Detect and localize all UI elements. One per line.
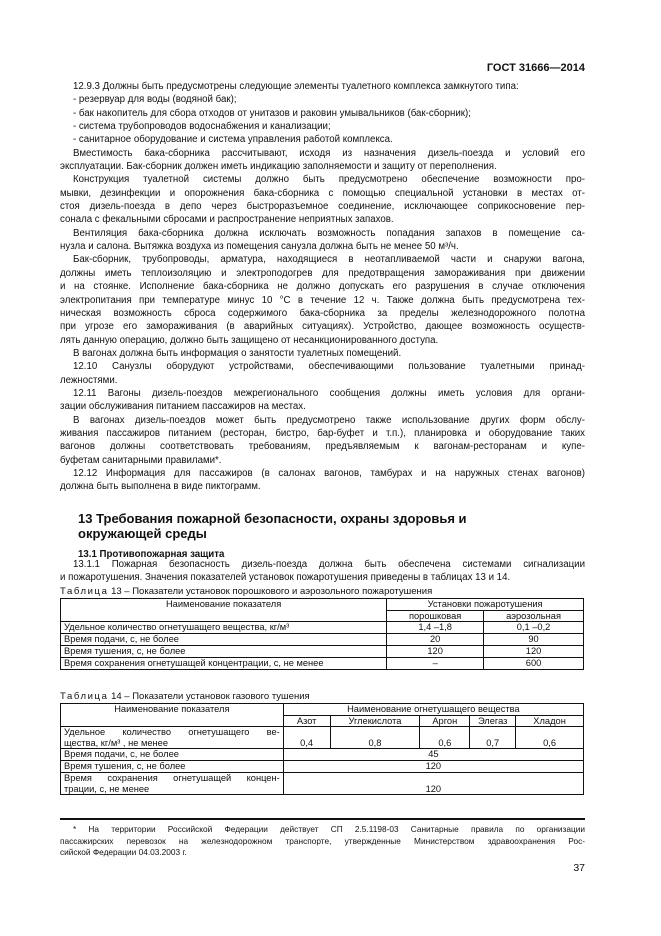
text-line: В вагонах дизель-поездов может быть предусмотрено также использование других форм обслу-	[73, 414, 585, 426]
cell: –	[387, 658, 484, 670]
caption-word: Таблица	[60, 691, 109, 702]
cell: 120	[283, 773, 583, 795]
text-line: должна быть выполнена в виде пиктограмм.	[60, 481, 261, 493]
text-line: ническая возможность сброса содержимого бака-сборника за пределы железнодорожного полотна	[60, 307, 585, 319]
text-line: Бак-сборник, трубопроводы, арматура, находящиеся в неотапливаемой части и снаружи вагона,	[73, 254, 585, 266]
row-name: Время подачи, с, не более	[61, 749, 284, 761]
group-header: Установки пожаротушения	[387, 599, 584, 611]
column-header: Азот	[283, 715, 330, 727]
text-line: - резервуар для воды (водяной бак);	[73, 94, 237, 106]
row-name: Время тушения, с, не более	[61, 646, 387, 658]
section-heading	[78, 511, 558, 541]
text-line: Вместимость бака-сборника рассчитывают, исходя из назначения дизель-поезда и условий его	[73, 147, 585, 159]
footnote-line: сийской Федерации 04.03.2003 г.	[60, 847, 187, 858]
table-row	[61, 727, 584, 749]
cell: 120	[484, 646, 584, 658]
table-row	[61, 749, 584, 761]
cell: 0,4	[283, 727, 330, 749]
text-line: В вагонах должна быть информация о занятости туалетных помещений.	[73, 347, 402, 359]
column-header: Аргон	[420, 715, 470, 727]
subsection-heading: 13.1 Противопожарная защита	[78, 549, 225, 560]
cell: 0,8	[330, 727, 420, 749]
cell: 0,6	[420, 727, 470, 749]
row-name: Время тушения, с, не более	[61, 761, 284, 773]
cell: 600	[484, 658, 584, 670]
page-number: 37	[573, 862, 585, 874]
body-text	[60, 80, 585, 494]
caption-text: 13 – Показатели установок порошкового и аэрозольного пожаротушения	[108, 586, 433, 597]
footnote	[60, 824, 585, 859]
text-line: лежностями.	[60, 374, 118, 386]
text-line: электропитания при температуре минус 10 °С в течение 12 ч. Также должна быть предусмотрена тех-	[60, 294, 585, 306]
column-header: Наименование показателя	[61, 599, 387, 622]
cell: 120	[283, 761, 583, 773]
cell: 0,6	[516, 727, 584, 749]
column-header: Наименование показателя	[61, 704, 284, 727]
text-line: сонала с фекальными сбросами и распространение неприятных запахов.	[60, 214, 394, 226]
text-line: и на стоянке. Исполнение бака-сборника не должно допускать его разрушения в случае отключения	[60, 281, 585, 293]
text-line: - бак накопитель для сбора отходов от унитазов и раковин умывальников (бак-сборник);	[73, 107, 471, 119]
table-14	[60, 703, 584, 795]
row-name	[61, 727, 284, 749]
table-row	[61, 761, 584, 773]
column-header: Хладон	[516, 715, 584, 727]
column-header: Элегаз	[470, 715, 516, 727]
table14-caption	[60, 691, 310, 702]
footnote-divider	[60, 818, 585, 820]
text-line: - санитарное оборудование и система управления работой комплекса.	[73, 134, 393, 146]
column-header: аэрозольная	[484, 610, 584, 622]
table13-caption	[60, 586, 432, 597]
table-row	[61, 658, 584, 670]
text-line: вагонов должны соответствовать требованиям, предъявляемым к вагонам-ресторанам и купе-	[60, 441, 585, 453]
column-header: Углекислота	[330, 715, 420, 727]
cell: 1,4 –1,8	[387, 622, 484, 634]
text-line: живания пассажиров питанием (ресторан, бистро, бар-буфет и т.п.), планировка и оборудование таких	[60, 427, 585, 439]
table-13	[60, 598, 584, 670]
text-line: при угрозе его замораживания (в аварийных ситуациях). Устройство, дающее возможность осуществ-	[60, 321, 585, 333]
row-name-line: Удельное количество огнетушащего ве-	[64, 727, 280, 737]
row-name: Удельное количество огнетушащего вещества, кг/м³	[61, 622, 387, 634]
column-header: порошковая	[387, 610, 484, 622]
caption-text: 14 – Показатели установок газового тушения	[108, 691, 310, 702]
table-row	[61, 773, 584, 795]
row-name: Время подачи, с, не более	[61, 634, 387, 646]
row-name-line: щества, кг/м³ , не менее	[64, 737, 168, 748]
table-row	[61, 622, 584, 634]
text-line: зации обслуживания питанием пассажиров на местах.	[60, 401, 306, 413]
row-name-line: Время сохранения огнетушащей концен-	[64, 773, 280, 783]
row-name	[61, 773, 284, 795]
cell: 120	[387, 646, 484, 658]
text-line: - система трубопроводов водоснабжения и канализации;	[73, 121, 331, 133]
caption-word: Таблица	[60, 586, 109, 597]
text-line: буфетам санитарными правилами*.	[60, 454, 222, 466]
text-line: Вентиляция бака-сборника должна исключать возможность попадания запахов в помещение са-	[73, 227, 585, 239]
text-line: стоя дизель-поезда в депо через быстроразъемное соединение, исключающее соприкосновение пер-	[60, 201, 585, 213]
text-line: 13.1.1 Пожарная безопасность дизель-поезда должна быть обеспечена системами сигнализации	[73, 559, 585, 570]
text-line: Конструкция туалетной системы должно быть предусмотрено обеспечение возможности про-	[73, 174, 585, 186]
table-row	[61, 646, 584, 658]
text-line: мывки, дезинфекции и опорожнения бака-сборника с помощью специальной установки в местах от-	[60, 187, 585, 199]
cell: 90	[484, 634, 584, 646]
paragraph-13-1-1	[60, 558, 585, 585]
row-name: Время сохранения огнетушащей концентрации, с, не менее	[61, 658, 387, 670]
text-line: нузла и салона. Вытяжка воздуха из помещения санузла должна быть не менее 50 м³/ч.	[60, 241, 459, 253]
text-line: 12.11 Вагоны дизель-поездов межрегионального сообщения должны иметь условия для органи-	[73, 387, 585, 399]
group-header: Наименование огнетушащего вещества	[283, 704, 583, 716]
table-row	[61, 634, 584, 646]
cell: 45	[283, 749, 583, 761]
text-line: и пожаротушения. Значения показателей установок пожаротушения приведены в таблицах 13 и 14.	[60, 572, 511, 584]
text-line: 12.9.3 Должны быть предусмотрены следующие элементы туалетного комплекса замкнутого типа:	[73, 81, 519, 92]
cell: 0,1 –0,2	[484, 622, 584, 634]
footnote-line: пассажирских перевозок на железнодорожном транспорте, утвержденные Министерством здравоохранения Рос-	[60, 835, 585, 846]
section-heading-line: 13 Требования пожарной безопасности, охраны здоровья и	[78, 511, 467, 526]
text-line: лять данную операцию, должно быть защищено от несанкционированного доступа.	[60, 334, 439, 346]
text-line: 12.12 Информация для пассажиров (в салонах вагонов, тамбурах и на наружных стенах вагонов)	[73, 467, 585, 479]
document-id: ГОСТ 31666—2014	[486, 62, 585, 74]
cell: 0,7	[470, 727, 516, 749]
footnote-line: * На территории Российской Федерации действует СП 2.5.1198-03 Санитарные правила по организации	[73, 824, 585, 834]
row-name-line: трации, с, не менее	[64, 783, 150, 794]
section-heading-line: окружающей среды	[78, 526, 207, 541]
text-line: должны иметь теплоизоляцию и электроподогрев для предотвращения замораживания при движении	[60, 267, 585, 279]
text-line: 12.10 Санузлы оборудуют устройствами, обеспечивающими пользование туалетными принад-	[73, 361, 585, 373]
text-line: эксплуатации. Бак-сборник должен иметь индикацию заполняемости и защиту от переполнения.	[60, 161, 497, 173]
cell: 20	[387, 634, 484, 646]
